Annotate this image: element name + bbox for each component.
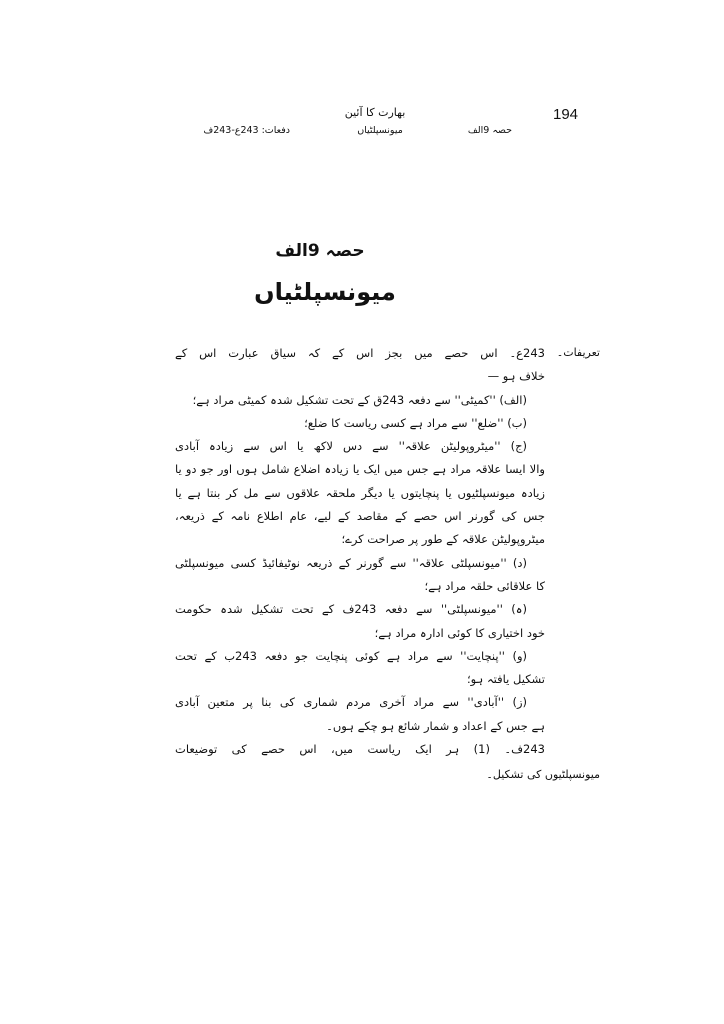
page-number: 194 [553, 106, 579, 123]
body-line: جس کی گورنر اس حصے کے مقاصد کے لیے، عام اطلاع نامہ کے ذریعہ، [175, 509, 545, 524]
body-line: (ج) ''میٹروپولیٹن علاقہ'' سے دس لاکھ یا اس سے زیادہ آبادی [175, 439, 527, 454]
body-line: 243ف۔ (1) ہر ایک ریاست میں، اس حصے کی توضیعات [175, 742, 545, 757]
body-line: زیادہ میونسپلٹیوں یا پنچایتوں یا دیگر ملحقہ علاقوں سے مل کر بنتا ہے یا [175, 485, 545, 500]
body-line: (و) ''پنچایت'' سے مراد ہے کوئی پنچایت جو دفعہ 243ب کے تحت [175, 648, 527, 663]
part-heading: حصہ 9الف [275, 241, 365, 261]
body-line: (ہ) ''میونسپلٹی'' سے دفعہ 243ف کے تحت تشکیل شدہ حکومت [175, 602, 527, 617]
body-line: کا علاقائی حلقہ مراد ہے؛ [424, 578, 545, 593]
body-text [175, 342, 545, 761]
margin-note-constitution: میونسپلٹیوں کی تشکیل۔ [486, 768, 600, 781]
part-title: میونسپلٹیاں [254, 278, 396, 306]
body-line: میٹروپولیٹن علاقہ کے طور پر صراحت کرے؛ [341, 532, 545, 547]
running-part-label: حصہ 9الف [467, 125, 512, 136]
running-sections-label: دفعات: 243ع-243ف [203, 125, 290, 136]
body-line: ہے جس کے اعداد و شمار شائع ہو چکے ہوں۔ [326, 718, 545, 733]
body-line: (د) ''میونسپلٹی علاقہ'' سے گورنر کے ذریعہ نوٹیفائیڈ کسی میونسپلٹی [175, 555, 527, 570]
body-line: تشکیل یافتہ ہو؛ [466, 672, 545, 687]
running-topic-label: میونسپلٹیاں [357, 125, 403, 136]
body-line: 243ع۔ اس حصے میں بجز اس کے کہ سیاق عبارت اس کے [175, 346, 545, 360]
body-line: (ز) ''آبادی'' سے مراد آخری مردم شماری کی بنا پر متعین آبادی [175, 695, 527, 710]
body-line: خود اختیاری کا کوئی ادارہ مراد ہے؛ [374, 625, 545, 640]
body-line: والا ایسا علاقہ مراد ہے جس میں ایک یا زیادہ اضلاع شامل ہوں اور جو دو یا [175, 462, 545, 477]
body-line: خلاف ہو — [487, 369, 545, 384]
margin-note-definitions: تعریفات۔ [556, 346, 600, 359]
body-line: (الف) ''کمیٹی'' سے دفعہ 243ق کے تحت تشکیل شدہ کمیٹی مراد ہے؛ [192, 392, 527, 407]
running-title: بھارت کا آئین [344, 106, 406, 119]
body-line: (ب) ''ضلع'' سے مراد ہے کسی ریاست کا ضلع؛ [304, 415, 527, 430]
